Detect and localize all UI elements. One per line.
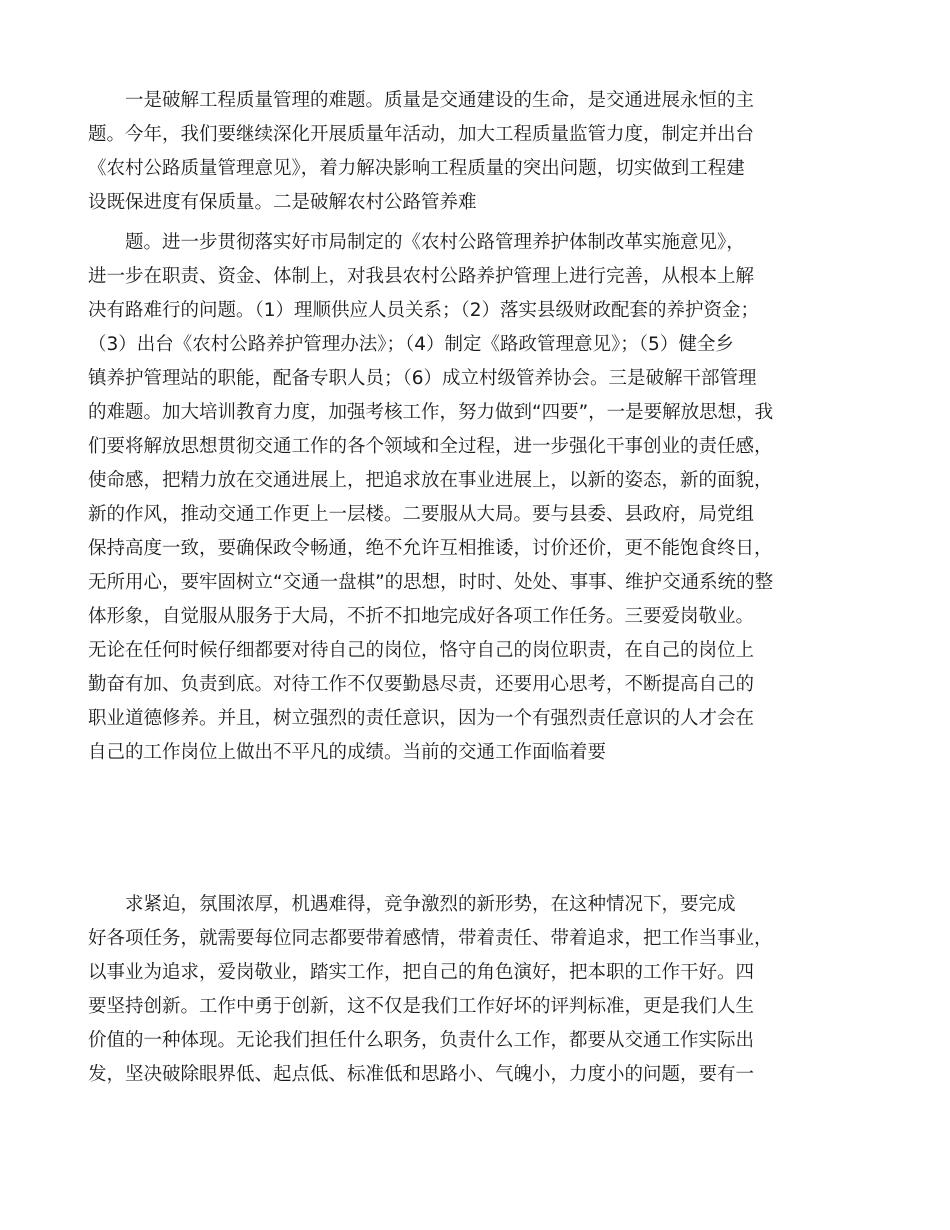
text-line: 使命感，把精力放在交通进展上，把追求放在事业进展上，以新的姿态，新的面貌，: [88, 470, 773, 491]
text-line: 勤奋有加、负责到底。对待工作不仅要勤恳尽责，还要用心思考，不断提高自己的: [88, 674, 755, 695]
text-line: 的难题。加大培训教育力度，加强考核工作，努力做到“四要”，一是要解放思想，我: [88, 402, 774, 423]
text-line: 新的作风，推动交通工作更上一层楼。二要服从大局。要与县委、县政府，局党组: [88, 504, 755, 525]
text-line: 《农村公路质量管理意见》，着力解决影响工程质量的突出问题，切实做到工程建: [88, 158, 745, 179]
text-line: 价值的一种体现。无论我们担任什么职务，负责什么工作，都要从交通工作实际出: [88, 1030, 755, 1051]
text-line: 求紧迫，氛围浓厚，机遇难得，竞争激烈的新形势，在这种情况下，要完成: [88, 894, 736, 915]
text-line: 保持高度一致，要确保政令畅通，绝不允许互相推诿，讨价还价，更不能饱食终日，: [88, 538, 773, 559]
text-line: 设既保进度有保质量。二是破解农村公路管养难: [88, 192, 477, 213]
text-line: （3）出台《农村公路养护管理办法》；（4）制定《路政管理意见》；（5）健全乡: [88, 334, 734, 355]
text-line: 职业道德修养。并且，树立强烈的责任意识，因为一个有强烈责任意识的人才会在: [88, 708, 755, 729]
text-line: 题。进一步贯彻落实好市局制定的《农村公路管理养护体制改革实施意见》，: [88, 232, 745, 253]
text-line: 一是破解工程质量管理的难题。质量是交通建设的生命，是交通进展永恒的主: [88, 90, 755, 111]
text-line: 发，坚决破除眼界低、起点低、标准低和思路小、气魄小，力度小的问题，要有一: [88, 1064, 755, 1085]
paragraph-1: [88, 84, 868, 220]
paragraph-2: [88, 226, 868, 770]
text-line: 决有路难行的问题。（1）理顺供应人员关系；（2）落实县级财政配套的养护资金；: [88, 300, 760, 321]
paragraph-3: [88, 888, 868, 1092]
text-line: 无论在任何时候仔细都要对待自己的岗位，恪守自己的岗位职责，在自己的岗位上: [88, 640, 755, 661]
text-line: 要坚持创新。工作中勇于创新，这不仅是我们工作好坏的评判标准，更是我们人生: [88, 996, 755, 1017]
text-line: 进一步在职责、资金、体制上，对我县农村公路养护管理上进行完善，从根本上解: [88, 266, 755, 287]
text-line: 好各项任务，就需要每位同志都要带着感情，带着责任、带着追求，把工作当事业，: [88, 928, 773, 949]
text-line: 镇养护管理站的职能，配备专职人员；（6）成立村级管养协会。三是破解干部管理: [88, 368, 757, 389]
text-line: 无所用心，要牢固树立“交通一盘棋”的思想，时时、处处、事事、维护交通系统的整: [88, 572, 774, 593]
text-line: 们要将解放思想贯彻交通工作的各个领域和全过程，进一步强化干事创业的责任感，: [88, 436, 773, 457]
text-line: 体形象，自觉服从服务于大局，不折不扣地完成好各项工作任务。三要爱岗敬业。: [88, 606, 755, 627]
text-line: 自己的工作岗位上做出不平凡的成绩。当前的交通工作面临着要: [88, 742, 607, 763]
text-line: 题。今年，我们要继续深化开展质量年活动，加大工程质量监管力度，制定并出台: [88, 124, 755, 145]
text-line: 以事业为追求，爱岗敬业，踏实工作，把自己的角色演好，把本职的工作干好。四: [88, 962, 755, 983]
